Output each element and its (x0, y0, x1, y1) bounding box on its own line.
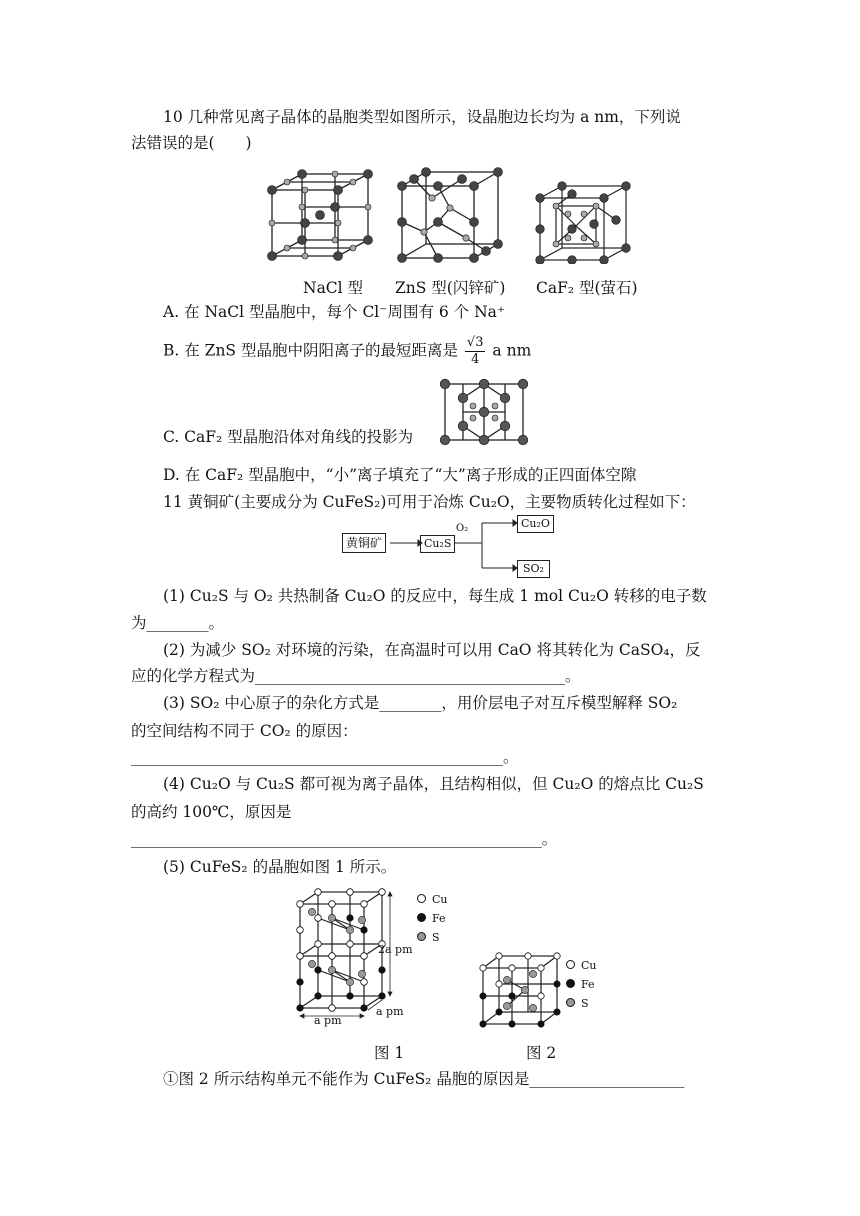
q11-p4-line3: _____________________________________________________。 (131, 830, 558, 848)
q10-option-c: C. CaF₂ 型晶胞沿体对角线的投影为 (163, 428, 414, 446)
q11-p2-line2: 应的化学方程式为________________________________________。 (131, 667, 581, 685)
legend-label: Cu (432, 893, 448, 906)
s-marker-icon (417, 932, 426, 941)
q11-p3-line2: 的空间结构不同于 CO₂ 的原因： (131, 722, 358, 740)
flow-box-out1: Cu₂O (517, 515, 554, 533)
fig1-caption: 图 1 (374, 1044, 405, 1062)
flow-box-start: 黄铜矿 (342, 533, 386, 553)
fig1-dim-depth: a pm (376, 1005, 404, 1018)
cufes2-figure-2 (477, 950, 563, 1030)
fe-marker-icon (417, 913, 426, 922)
legend-row-s (566, 994, 597, 1013)
zns-cell-figure (394, 166, 506, 264)
fig1-legend (417, 890, 448, 947)
fig1-dim-width: a pm (314, 1014, 342, 1027)
cu-marker-icon (566, 960, 575, 969)
flow-box-out2: SO₂ (517, 560, 550, 578)
nacl-caption: NaCl 型 (303, 279, 364, 297)
q11-p2-line1: (2) 为减少 SO₂ 对环境的污染，在高温时可以用 CaO 将其转化为 CaSO₄，反 (163, 641, 701, 659)
q11-p3-line3: ________________________________________________。 (131, 748, 519, 766)
option-b-prefix: B. 在 ZnS 型晶胞中阴阳离子的最短距离是 (163, 341, 458, 360)
option-b-suffix: a nm (492, 341, 532, 360)
q11-flow-diagram (342, 512, 562, 582)
q10-stem-line2: 法错误的是( ) (131, 134, 252, 152)
cu-marker-icon (417, 894, 426, 903)
caf2-cell-figure (532, 180, 636, 264)
option-b-fraction (465, 335, 486, 368)
q11-stem: 11 黄铜矿(主要成分为 CuFeS₂)可用于冶炼 Cu₂O，主要物质转化过程如下： (163, 493, 696, 511)
s-marker-icon (566, 998, 575, 1007)
q11-p1-line2: 为________。 (131, 614, 225, 632)
legend-label: Fe (581, 978, 595, 991)
zns-caption: ZnS 型(闪锌矿) (395, 279, 506, 297)
fig1-dim-height: 2a pm (378, 943, 413, 956)
flow-arrows (342, 512, 562, 582)
legend-row-cu (566, 956, 597, 975)
fig2-caption: 图 2 (526, 1044, 557, 1062)
q10-option-b (163, 335, 531, 368)
legend-row-s (417, 928, 448, 947)
legend-label: S (432, 931, 440, 944)
fig2-legend (566, 956, 597, 1013)
q11-p4-line1: (4) Cu₂O 与 Cu₂S 都可视为离子晶体，且结构相似，但 Cu₂O 的熔点比 Cu₂S (163, 775, 704, 793)
q10-option-d: D. 在 CaF₂ 型晶胞中，“小”离子填充了“大”离子形成的正四面体空隙 (163, 466, 637, 484)
legend-label: S (581, 997, 589, 1010)
caf2-projection-figure (437, 376, 531, 446)
legend-label: Cu (581, 959, 597, 972)
flow-box-mid: Cu₂S (420, 535, 455, 553)
fraction-denominator: 4 (471, 352, 480, 367)
q11-p4-line2: 的高约 100℃，原因是 (131, 803, 292, 821)
flow-reagent-label: O₂ (456, 523, 469, 534)
q11-p1-line1: (1) Cu₂S 与 O₂ 共热制备 Cu₂O 的反应中，每生成 1 mol Cu₂O 转移的电子数 (163, 587, 707, 605)
q11-p5-line1: (5) CuFeS₂ 的晶胞如图 1 所示。 (163, 858, 397, 876)
cufes2-figure-1 (292, 888, 412, 1024)
q11-p5-sub1: ①图 2 所示结构单元不能作为 CuFeS₂ 晶胞的原因是____________________ (163, 1070, 685, 1088)
legend-row-fe (417, 909, 448, 928)
nacl-cell-figure (266, 168, 378, 264)
legend-label: Fe (432, 912, 446, 925)
q10-option-a: A. 在 NaCl 型晶胞中，每个 Cl⁻周围有 6 个 Na⁺ (163, 303, 506, 321)
fraction-numerator: √3 (466, 335, 484, 350)
legend-row-fe (566, 975, 597, 994)
q11-p3-line1: (3) SO₂ 中心原子的杂化方式是________，用价层电子对互斥模型解释 SO₂ (163, 694, 678, 712)
fe-marker-icon (566, 979, 575, 988)
caf2-caption: CaF₂ 型(萤石) (536, 279, 638, 297)
q10-stem-line1: 10 几种常见离子晶体的晶胞类型如图所示，设晶胞边长均为 a nm，下列说 (163, 108, 681, 126)
legend-row-cu (417, 890, 448, 909)
